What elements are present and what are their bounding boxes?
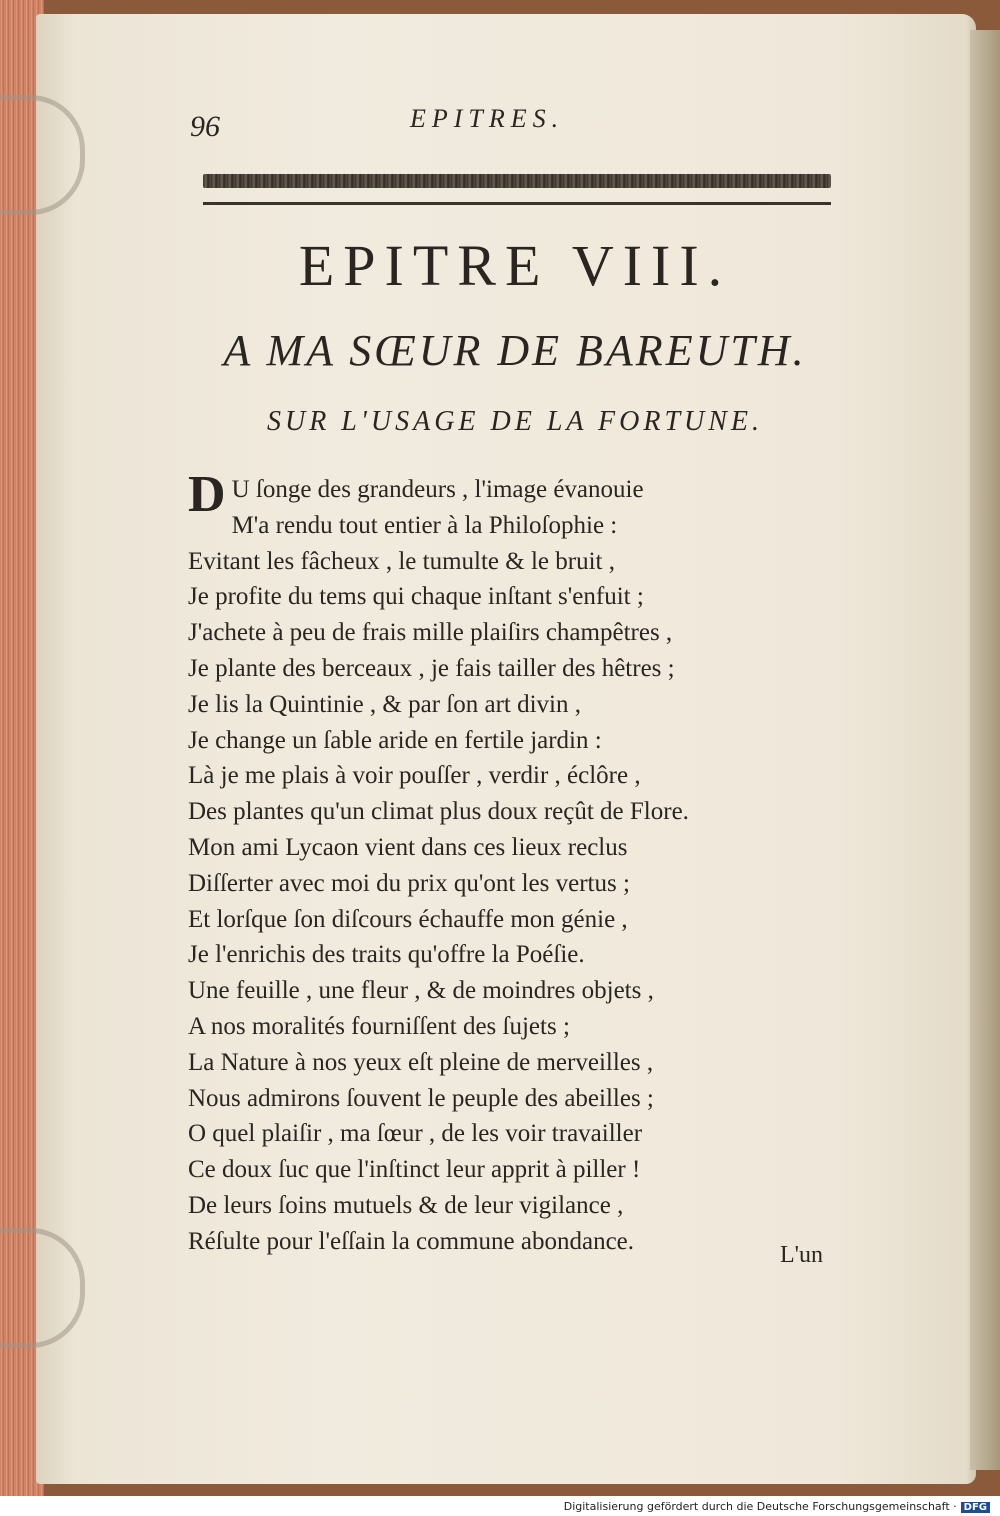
verse-line-1: [188, 466, 848, 523]
verse-line: Nous admirons ſouvent le peuple des abeilles ;: [188, 1084, 654, 1112]
poem-body: [188, 466, 848, 1260]
verse-line: O quel plaiſir , ma ſœur , de les voir travailler: [188, 1120, 643, 1148]
verse-line: Et lorſque ſon diſcours échauffe mon génie ,: [188, 905, 628, 933]
footer-credit-text: Digitalisierung gefördert durch die Deutsche Forschungsgemeinschaft ·: [563, 1500, 957, 1513]
drop-cap: D: [188, 466, 226, 523]
verse-line: Des plantes qu'un climat plus doux reçût de Flore.: [188, 798, 689, 826]
epistle-subject: SUR L'USAGE DE LA FORTUNE.: [266, 406, 764, 437]
verse-line: Ce doux ſuc que l'inſtinct leur apprit à piller !: [188, 1156, 641, 1184]
running-title: EPITRES.: [410, 104, 565, 133]
verse-line: La Nature à nos yeux eſt pleine de merveilles ,: [188, 1048, 654, 1076]
page-number: 96: [190, 110, 220, 143]
running-head: [190, 100, 830, 143]
footer-credit: [564, 1500, 990, 1513]
ornament-bar: [203, 174, 831, 188]
verse-line: Diſſerter avec moi du prix qu'ont les vertus ;: [188, 869, 630, 897]
verse-line: Une feuille , une fleur , & de moindres objets ,: [188, 977, 654, 1005]
verse-line: Là je me plais à voir pouſſer , verdir , éclôre ,: [188, 762, 641, 790]
verse-line: Je profite du tems qui chaque inſtant s'enfuit ;: [188, 583, 644, 611]
verse-line: Je lis la Quintinie , & par ſon art divin ,: [188, 690, 581, 718]
verse-line: Je change un ſable aride en fertile jardin :: [188, 726, 602, 754]
facing-page-edge: [970, 30, 1000, 1470]
verse-line: Evitant les fâcheux , le tumulte & le bruit ,: [188, 547, 615, 575]
verse-line: Mon ami Lycaon vient dans ces lieux reclus: [188, 833, 628, 861]
ornament-rule: [203, 202, 831, 205]
verse-line: De leurs ſoins mutuels & de leur vigilance ,: [188, 1191, 624, 1219]
verse-line: Je plante des berceaux , je fais tailler des hêtres ;: [188, 654, 675, 682]
verse-line: Je l'enrichis des traits qu'offre la Poéſie.: [188, 941, 585, 969]
verse-line: Réſulte pour l'eſſain la commune abondance.: [188, 1227, 635, 1255]
verse-line: A nos moralités fourniſſent des ſujets ;: [188, 1012, 570, 1040]
epistle-title: EPITRE VIII.: [298, 233, 732, 298]
epistle-subtitle: A MA SŒUR DE BAREUTH.: [223, 326, 807, 375]
catchword: L'un: [780, 1242, 823, 1268]
dfg-logo: DFG: [961, 1502, 990, 1513]
verse-text: U ſonge des grandeurs , l'image évanouie: [231, 476, 644, 503]
verse-line: J'achete à peu de frais mille plaiſirs champêtres ,: [188, 619, 673, 647]
verse-line: M'a rendu tout entier à la Philoſophie :: [231, 511, 618, 539]
